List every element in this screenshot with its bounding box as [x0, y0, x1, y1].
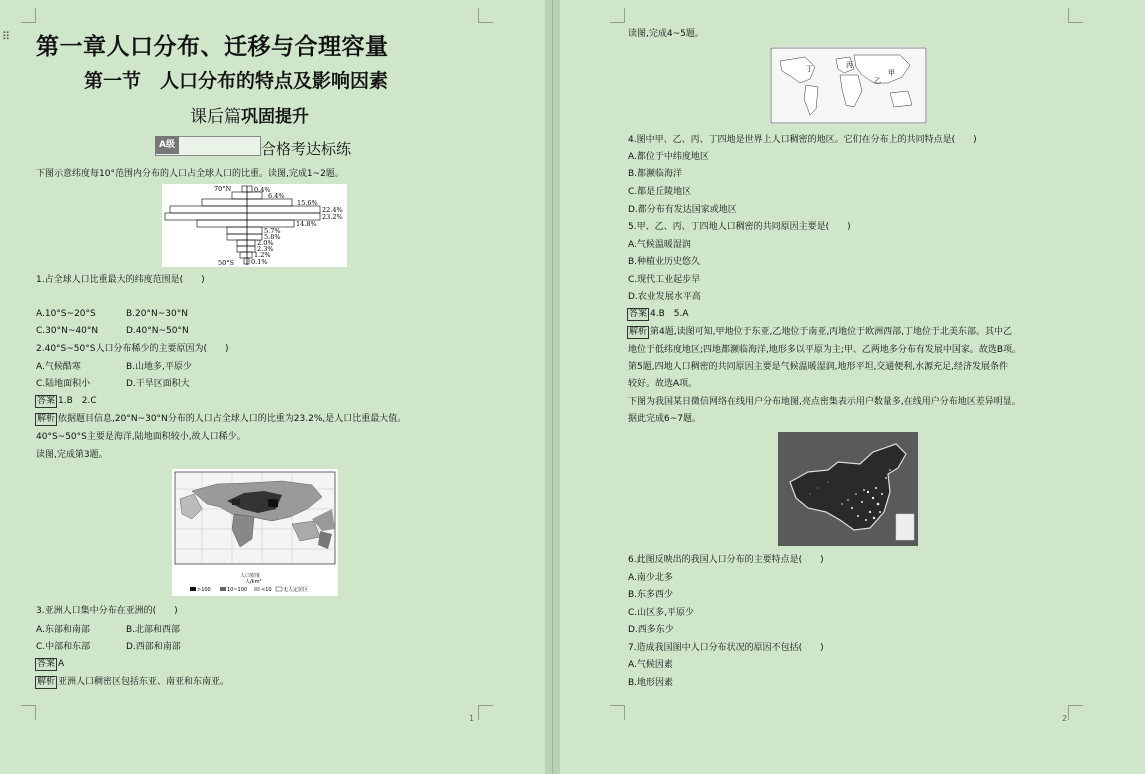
- q4-option-b: B.都濒临海洋: [628, 169, 683, 179]
- question-2: 2.40°S~50°S人口分布稀少的主要原因为( ): [36, 344, 229, 354]
- analysis-text: 亚洲人口稠密区包括东亚、南亚和东南亚。: [58, 677, 230, 687]
- document-page-1: [0, 0, 545, 774]
- q3-option-c: C.中部和东部: [36, 642, 91, 652]
- question-4: 4.图中甲、乙、丙、丁四地是世界上人口稠密的地区。它们在分布上的共同特点是( ): [628, 135, 977, 145]
- q1-option-d: D.40°N~50°N: [126, 326, 189, 336]
- analysis-tag: 解析: [629, 327, 648, 337]
- legend-item: 无人定居区: [283, 587, 309, 593]
- question-6: 6.此图反映出的我国人口分布的主要特点是( ): [628, 555, 824, 565]
- q3-option-b: B.北部和西部: [126, 625, 181, 635]
- q5-option-b: B.种植业历史悠久: [628, 257, 701, 267]
- analysis-line: 第5题,四地人口稠密的共同原因主要是气候温暖湿润,地形平坦,交通便利,水源充足,经济发展条件: [628, 362, 1009, 372]
- margin-corner-mark: [478, 8, 493, 23]
- analysis-row: [627, 326, 1012, 339]
- bar-label: 6.4%: [268, 192, 285, 200]
- analysis-text: 第4题,读图可知,甲地位于东亚,乙地位于南亚,丙地位于欧洲西部,丁地位于北美东部。其中乙: [650, 327, 1013, 337]
- world-density-map: [172, 469, 338, 596]
- q2-option-a: A.气候酷寒: [36, 362, 81, 372]
- q4-option-c: C.都是丘陵地区: [628, 187, 692, 197]
- margin-corner-mark: [610, 705, 625, 720]
- answer-row: [35, 395, 97, 408]
- map-label: 甲: [888, 69, 895, 77]
- china-users-map: [778, 432, 918, 546]
- lat-bottom-label: 50°S: [218, 259, 234, 267]
- answer-tag: 答案: [629, 309, 648, 319]
- map-label: 丁: [806, 65, 813, 73]
- q5-option-a: A.气候温暖湿润: [628, 240, 691, 250]
- world-map: [770, 47, 927, 124]
- q1-option-b: B.20°N~30°N: [126, 309, 188, 319]
- page-divider: [552, 0, 553, 774]
- china-users-map-figure: [778, 432, 918, 546]
- q6-option-d: D.西多东少: [628, 625, 674, 635]
- analysis-text: 依据题目信息,20°N~30°N分布的人口占全球人口的比重为23.2%,是人口比重最大值。: [58, 414, 407, 424]
- document-page-2: [560, 0, 1145, 774]
- margin-corner-mark: [21, 8, 36, 23]
- answer-row-3: [35, 658, 64, 671]
- bar-label: 2.0%: [257, 239, 274, 247]
- q2-option-b: B.山地多,平原少: [126, 362, 192, 372]
- analysis-tag: 解析: [37, 677, 56, 687]
- q6-option-a: A.南少北多: [628, 573, 673, 583]
- q2-option-c: C.陆地面积小: [36, 379, 91, 389]
- map-label: 乙: [874, 77, 881, 85]
- answer-tag: 答案: [37, 396, 56, 406]
- world-map-figure: [770, 47, 927, 124]
- bar-label: 23.2%: [322, 213, 343, 221]
- margin-corner-mark: [21, 705, 36, 720]
- q7-option-a: A.气候因素: [628, 660, 673, 670]
- answer-text: 1.B 2.C: [58, 396, 97, 406]
- answer-text: A: [58, 659, 65, 669]
- intro-text-6-7: 下图为我国某日微信网络在线用户分布地图,亮点密集表示用户数量多,在线用户分布地区差异明显。: [628, 397, 1021, 407]
- bar-label: 0.4%: [254, 186, 271, 194]
- analysis-tag: 解析: [37, 414, 56, 424]
- margin-corner-mark: [610, 8, 625, 23]
- margin-corner-mark: [1068, 8, 1083, 23]
- q4-option-d: D.都分布有发达国家或地区: [628, 205, 737, 215]
- intro-text-6-7: 据此完成6~7题。: [628, 414, 701, 424]
- latitude-population-figure: [162, 184, 347, 267]
- analysis-row-3: [35, 676, 229, 689]
- q5-option-d: D.农业发展水平高: [628, 292, 701, 302]
- bar-label: 22.4%: [322, 206, 343, 214]
- page-number: 2: [1062, 714, 1068, 723]
- subtitle: 课后篇巩固提升: [190, 107, 309, 127]
- q2-option-d: D.干旱区面积大: [126, 379, 190, 389]
- q6-option-c: C.山区多,平原少: [628, 608, 695, 618]
- bar-label: 1.2%: [254, 251, 271, 259]
- legend-unit: 人/km²: [245, 579, 262, 585]
- answer-row: [627, 308, 689, 321]
- q3-option-d: D.西部和南部: [126, 642, 181, 652]
- bar-label: 0.1%: [251, 258, 268, 266]
- bar-label: 15.6%: [297, 199, 318, 207]
- intro-text-3: 读图,完成第3题。: [36, 450, 108, 460]
- legend-item: >100: [197, 587, 211, 593]
- latitude-population-chart: [162, 184, 347, 267]
- analysis-text-line2: 40°S~50°S主要是海洋,陆地面积较小,故人口稀少。: [36, 432, 246, 442]
- q4-option-a: A.都位于中纬度地区: [628, 152, 709, 162]
- lat-top-label: 70°N: [214, 185, 232, 193]
- level-badge: A级: [155, 136, 179, 154]
- world-density-map-figure: [172, 469, 338, 596]
- bar-label: 14.8%: [296, 220, 317, 228]
- map-label: 丙: [846, 61, 853, 69]
- question-7: 7.造成我国图中人口分布状况的原因不包括( ): [628, 643, 824, 653]
- margin-corner-mark: [478, 705, 493, 720]
- q1-option-a: A.10°S~20°S: [36, 309, 96, 319]
- legend-title: 人口密度: [240, 573, 261, 579]
- analysis-row: [35, 413, 406, 426]
- drag-handle-icon[interactable]: ⠿: [2, 30, 10, 43]
- level-text: 合格考达标练: [261, 140, 352, 158]
- answer-text: 4.B 5.A: [650, 309, 689, 319]
- margin-corner-mark: [1068, 705, 1083, 720]
- question-3: 3.亚洲人口集中分布在亚洲的( ): [36, 606, 178, 616]
- intro-text: 下图示意纬度每10°范围内分布的人口占全球人口的比重。读图,完成1~2题。: [36, 169, 344, 179]
- analysis-line: 较好。故选A项。: [628, 379, 698, 389]
- q5-option-c: C.现代工业起步早: [628, 275, 701, 285]
- question-5: 5.甲、乙、丙、丁四地人口稠密的共同原因主要是( ): [628, 222, 851, 232]
- page-number: 1: [469, 714, 475, 723]
- chapter-title: 第一章人口分布、迁移与合理容量: [36, 34, 389, 60]
- q6-option-b: B.东多西少: [628, 590, 674, 600]
- analysis-line: 地位于低纬度地区;四地都濒临海洋,地形多以平原为主;甲、乙两地多分布有发展中国家。故选B项。: [628, 345, 1022, 355]
- q1-option-c: C.30°N~40°N: [36, 326, 99, 336]
- intro-text: 读图,完成4~5题。: [628, 29, 704, 39]
- bar-label: 5.7%: [264, 227, 281, 235]
- q3-option-a: A.东部和南部: [36, 625, 90, 635]
- legend-item: 10~100: [227, 587, 248, 593]
- answer-tag: 答案: [37, 659, 56, 669]
- section-title: 第一节 人口分布的特点及影响因素: [84, 70, 389, 92]
- q7-option-b: B.地形因素: [628, 678, 674, 688]
- bar-label: 5.8%: [264, 233, 281, 241]
- bar-label: 2.3%: [257, 245, 274, 253]
- legend-item: <10: [261, 587, 272, 593]
- question-1: 1.占全球人口比重最大的纬度范围是( ): [36, 275, 205, 285]
